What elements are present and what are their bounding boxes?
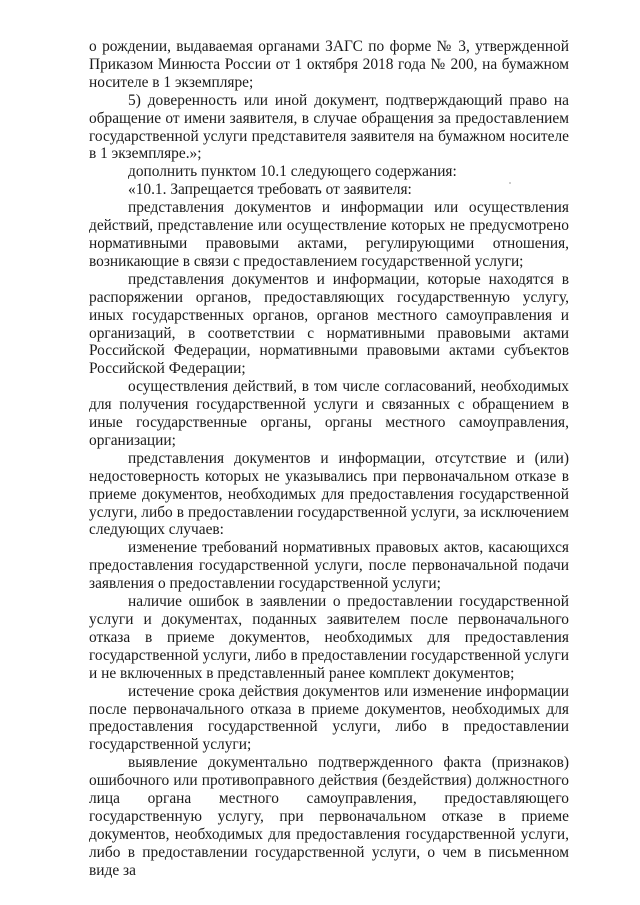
paragraph-case-law-change: изменение требований нормативных правовых актов, касающихся предоставления государственной услуги, после первоначальной подачи заявления о предоставлении государственной услуги; <box>89 539 569 593</box>
paragraph-item-approvals: осуществления действий, в том числе согласований, необходимых для получения государственной услуги и связанных с обращением в иные государственные органы, органы местного самоуправления, организации; <box>89 378 569 449</box>
paragraph-clause-heading: «10.1. Запрещается требовать от заявителя: <box>128 181 412 199</box>
paragraph-item-held-by-agencies: представления документов и информации, которые находятся в распоряжении органов, предоставляющих государственную услугу, иных государственных органов, органов местного самоуправления и организаций, в соответствии с нормативными правовыми актами Российской Федерации, нормативными правовыми актами субъектов Российской Федерации; <box>89 270 569 378</box>
paragraph-item-not-required: представления документов и информации или осуществления действий, представление или осуществление которых не предусмотрено нормативными правовыми актами, регулирующими отношения, возникающие в связи с предоставлением государственной услуги; <box>89 199 569 270</box>
paragraph-add-clause: дополнить пунктом 10.1 следующего содержания: <box>128 163 457 181</box>
paragraph-birth-certificate: о рождении, выдаваемая органами ЗАГС по форме № 3, утвержденной Приказом Минюста России от 1 октября 2018 года № 200, на бумажном носителе в 1 экземпляре; <box>89 38 569 91</box>
paragraph-case-expiry: истечение срока действия документов или изменение информации после первоначального отказа в приеме документов, необходимых для предоставления государственной услуги, либо в предоставлении государственной услуги; <box>89 682 569 754</box>
paragraph-power-of-attorney: 5) доверенность или иной документ, подтверждающий право на обращение от имени заявителя, в случае обращения за предоставлением государственной услуги представителя заявителя на бумажном носителе в 1 экземпляре.»; <box>89 91 569 163</box>
document-page <box>89 38 569 880</box>
paragraph-case-misconduct: выявление документально подтвержденного факта (признаков) ошибочного или противоправного действия (бездействия) должностного лица органа местного самоуправления, предоставляющего государственную услугу, при первоначальном отказе в приеме документов, необходимых для предоставления государственной услуги, либо в предоставлении государственной услуги, о чем в письменном виде за <box>89 754 569 879</box>
paragraph-case-errors: наличие ошибок в заявлении о предоставлении государственной услуги и документах, поданных заявителем после первоначального отказа в приеме документов, необходимых для предоставления государственной услуги, либо в предоставлении государственной услуги и не включенных в представленный ранее комплект документов; <box>89 593 569 682</box>
paragraph-item-not-indicated: представления документов и информации, отсутствие и (или) недостоверность которых не указывались при первоначальном отказе в приеме документов, необходимых для предоставления государственной услуги, либо в предоставлении государственной услуги, за исключением следующих случаев: <box>89 449 569 539</box>
